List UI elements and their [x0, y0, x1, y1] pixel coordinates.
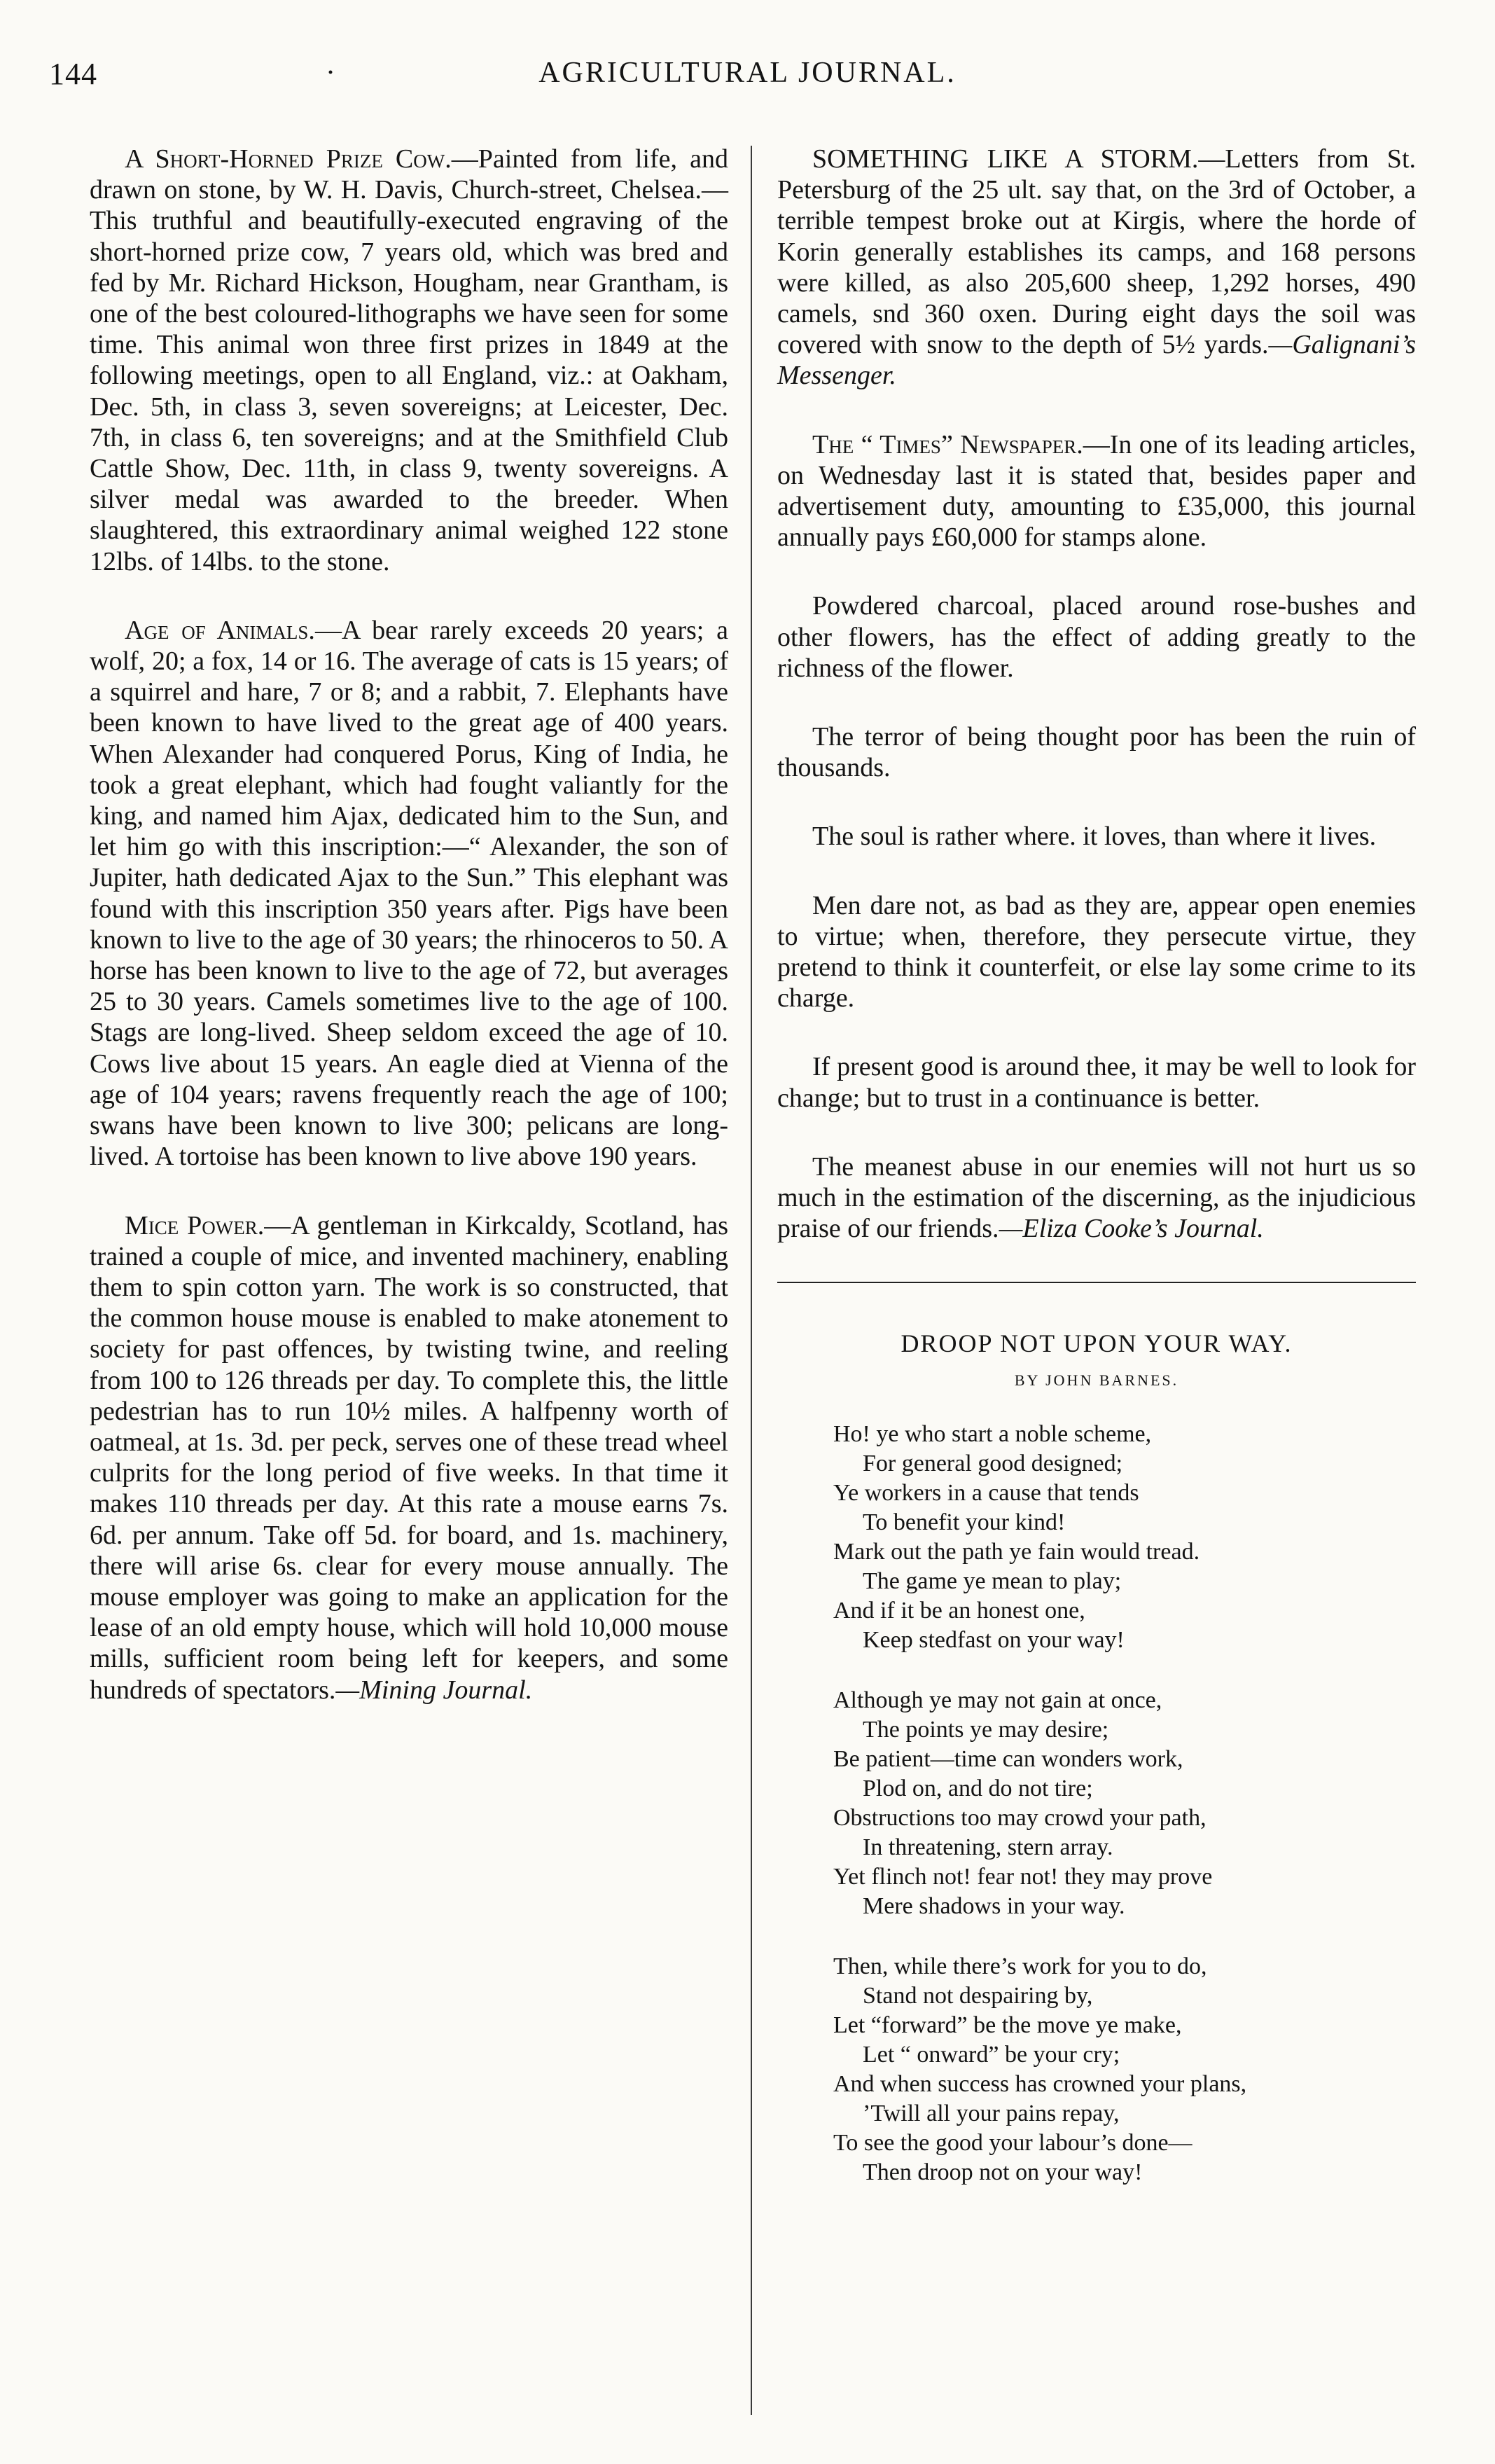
page-number: 144	[49, 57, 97, 91]
poem-line: The points ye may desire;	[863, 1716, 1109, 1743]
article-times-newspaper	[777, 429, 1416, 553]
poem-line: Ye workers in a cause that tends	[833, 1479, 1139, 1506]
article-body: —Painted from life, and drawn on stone, by W. H. Davis, Church-street, Chelsea.—This truthful and beautifully-executed engraving of the short-horned prize cow, 7 years old, which was bred and fed by Mr. Richard Hickson, Hougham, near Grantham, is one of the best coloured-lithographs we have seen for some time. This animal won three first prizes in 1849 at the following meetings, open to all England, viz.: at Oakham, Dec. 5th, in class 3, seven sovereigns; at Leicester, Dec. 7th, in class 6, ten sovereigns; and at the Smithfield Club Cattle Show, Dec. 11th, in class 9, twenty sovereigns. A silver medal was awarded to the breeder. When slaughtered, this extraordinary animal weighed 122 stone 12lbs. of 14lbs. to the stone.	[90, 144, 728, 576]
poem-stanza	[833, 1420, 1416, 1655]
right-column	[777, 144, 1416, 2218]
poem-stanza	[833, 1686, 1416, 1921]
paragraph-meanest-abuse	[777, 1151, 1416, 1245]
poem-line: For general good designed;	[863, 1450, 1123, 1476]
poem-line: And when success has crowned your plans,	[833, 2070, 1247, 2097]
article-lead: The “ Times” Newspaper.	[812, 429, 1083, 459]
poem-line: To benefit your kind!	[863, 1509, 1066, 1535]
article-body: —Letters from St. Petersburg of the 25 ult. say that, on the 3rd of October, a terrible tempest broke out at Kirgis, where the horde of Korin generally establishes its camps, and 168 persons were killed, as also 205,600 sheep, 1,292 horses, 490 camels, snd 360 oxen. During eight days the soil was covered with snow to the depth of 5½ yards.	[777, 144, 1416, 360]
poem-line: Stand not despairing by,	[863, 1982, 1093, 2009]
page-header	[49, 56, 1446, 105]
paragraph-terror: The terror of being thought poor has been the ruin of thousands.	[777, 722, 1416, 783]
poem-line: Yet flinch not! fear not! they may prove	[833, 1863, 1213, 1890]
poem-line: Although ye may not gain at once,	[833, 1687, 1162, 1713]
article-lead: A Short-Horned Prize Cow.	[125, 144, 452, 174]
poem-line: Plod on, and do not tire;	[863, 1775, 1093, 1801]
poem-line: Be patient—time can wonders work,	[833, 1745, 1183, 1772]
poem-line: In threatening, stern array.	[863, 1834, 1113, 1860]
paragraph-virtue: Men dare not, as bad as they are, appear open enemies to virtue; when, therefore, they persecute virtue, they pretend to think it counterfeit, or else lay some crime to its charge.	[777, 890, 1416, 1013]
poem-line: Ho! ye who start a noble scheme,	[833, 1420, 1152, 1447]
article-lead: SOMETHING LIKE A STORM.	[812, 144, 1199, 174]
poem-line: To see the good your labour’s done—	[833, 2129, 1192, 2156]
poem-line: Let “forward” be the move ye make,	[833, 2012, 1182, 2038]
poem-line: Then droop not on your way!	[863, 2159, 1143, 2185]
paragraph-present-good: If present good is around thee, it may be well to look for change; but to trust in a continuance is better.	[777, 1052, 1416, 1113]
article-mice-power	[90, 1210, 728, 1705]
article-prize-cow	[90, 144, 728, 577]
header-separator: ·	[326, 57, 336, 89]
poem	[777, 1328, 1416, 2187]
article-body: —A gentleman in Kirkcaldy, Scotland, has trained a couple of mice, and invented machinery, enabling them to spin cotton yarn. The work is so constructed, that the common house mouse is enabled to make atonement to society for past offences, by twisting twine, and reeling from 100 to 126 threads per day. To complete this, the little pedestrian has to run 10½ miles. A halfpenny worth of oatmeal, at 1s. 3d. per peck, serves one of these tread wheel culprits for the long period of five weeks. In that time it makes 110 threads per day. At this rate a mouse earns 7s. 6d. per annum. Take off 5d. for board, and 1s. machinery, there will arise 6s. clear for every mouse annually. The mouse employer was going to make an application for the lease of an old empty house, which will hold 10,000 mouse mills, sufficient room being left for keepers, and some hundreds of spectators.	[90, 1210, 728, 1705]
poem-stanzas	[777, 1420, 1416, 2187]
article-lead: Age of Animals.	[125, 615, 315, 645]
journal-title: AGRICULTURAL JOURNAL.	[538, 57, 957, 89]
article-body: —A bear rarely exceeds 20 years; a wolf, 20; a fox, 14 or 16. The average of cats is 15 years; of a squirrel and hare, 7 or 8; and a rabbit, 7. Elephants have been known to have lived to the great age of 400 years. When Alexander had conquered Porus, King of India, he took a great elephant, which had fought valiantly for the king, and named him Ajax, dedicated him to the Sun, and let him go with this inscription:—“ Alexander, the son of Jupiter, hath dedicated Ajax to the Sun.” This elephant was found with this inscription 350 years after. Pigs have been known to live to the age of 30 years; the rhinoceros to 50. A horse has been known to live to the age of 72, but averages 25 to 30 years. Camels sometimes live to the age of 100. Stags are long-lived. Sheep seldom exceed the age of 10. Cows live about 15 years. An eagle died at Vienna of the age of 104 years; ravens frequently reach the age of 100; swans have been known to live 300; pelicans are long-lived. A tortoise has been known to live above 190 years.	[90, 615, 728, 1172]
poem-line: Mark out the path ye fain would tread.	[833, 1538, 1200, 1565]
article-source: —Mining Journal.	[335, 1675, 533, 1705]
article-source: —Eliza Cooke’s Journal.	[999, 1214, 1264, 1244]
paragraph-charcoal: Powdered charcoal, placed around rose-bushes and other flowers, has the effect of adding greatly to the richness of the flower.	[777, 591, 1416, 683]
article-body: The meanest abuse in our enemies will not hurt us so much in the estimation of the discerning, as the injudicious praise of our friends.	[777, 1151, 1416, 1244]
left-column	[90, 144, 728, 1743]
article-source: —Galignani’s Messenger.	[777, 330, 1416, 391]
section-rule	[777, 1282, 1416, 1283]
paragraph-soul: The soul is rather where. it loves, than where it lives.	[812, 822, 1377, 852]
poem-line: The game ye mean to play;	[863, 1567, 1122, 1594]
article-body: —In one of its leading articles, on Wednesday last it is stated that, besides paper and advertisement duty, amounting to £35,000, this journal annually pays £60,000 for stamps alone.	[777, 429, 1416, 553]
poem-line: Let “ onward” be your cry;	[863, 2041, 1120, 2068]
column-divider	[751, 146, 752, 2415]
article-storm	[777, 144, 1416, 392]
poem-line: Mere shadows in your way.	[863, 1892, 1125, 1919]
poem-title: DROOP NOT UPON YOUR WAY.	[901, 1329, 1293, 1358]
poem-line: ’Twill all your pains repay,	[863, 2100, 1120, 2126]
poem-line: And if it be an honest one,	[833, 1597, 1085, 1624]
poem-line: Keep stedfast on your way!	[863, 1626, 1125, 1653]
article-age-of-animals	[90, 615, 728, 1172]
poem-line: Then, while there’s work for you to do,	[833, 1953, 1207, 1979]
poem-stanza	[833, 1952, 1416, 2187]
article-lead: Mice Power.	[125, 1210, 265, 1240]
poem-line: Obstructions too may crowd your path,	[833, 1804, 1207, 1831]
poem-author: BY JOHN BARNES.	[1014, 1371, 1179, 1389]
